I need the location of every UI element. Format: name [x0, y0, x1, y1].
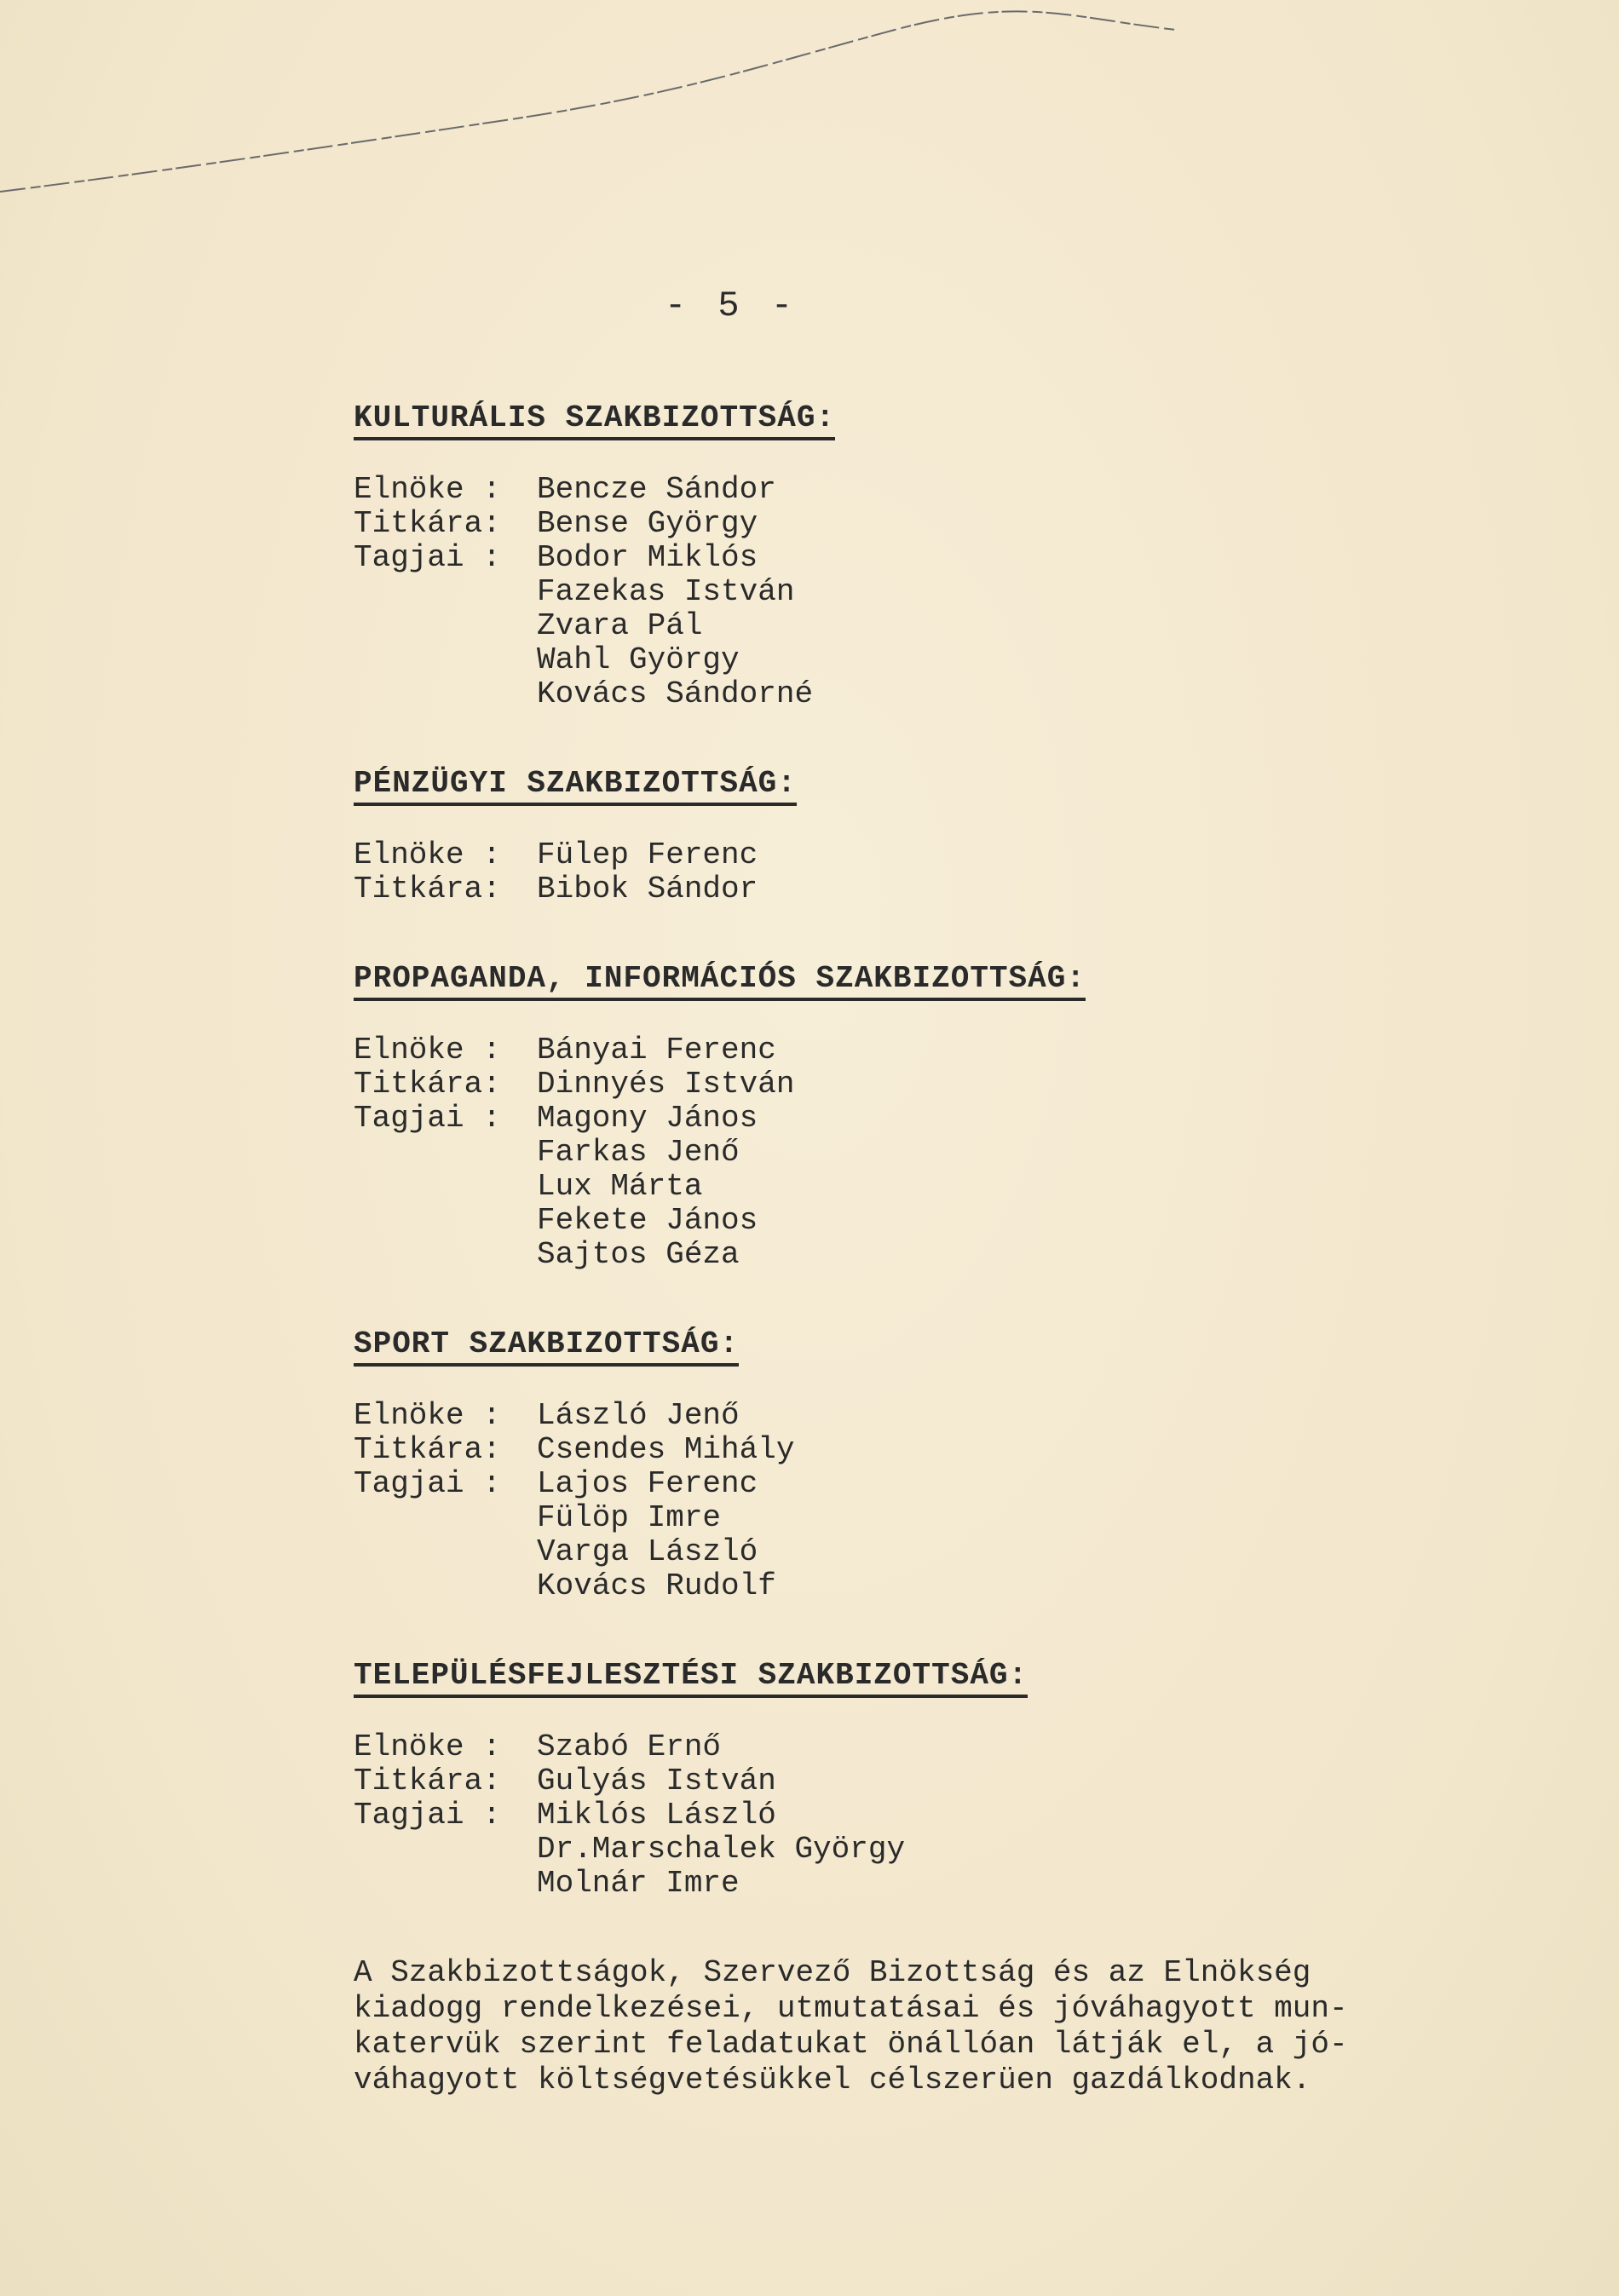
committee-section	[354, 766, 1478, 906]
committee-role-row	[354, 1399, 1478, 1433]
member-names	[537, 1467, 776, 1603]
member-name: Bányai Ferenc	[537, 1033, 776, 1067]
committee-role-row	[354, 507, 1478, 541]
member-name: Wahl György	[537, 642, 740, 677]
member-name: Magony János	[537, 1101, 758, 1136]
member-name: Csendes Mihály	[537, 1432, 795, 1467]
committee-role-row	[354, 1433, 1478, 1467]
member-name: Zvara Pál	[537, 608, 703, 643]
page-number: - 5 -	[665, 285, 798, 326]
committee-role-row	[354, 1033, 1478, 1067]
member-name: Gulyás István	[537, 1764, 776, 1798]
committee-section	[354, 400, 1478, 711]
committee-heading: KULTURÁLIS SZAKBIZOTTSÁG:	[354, 400, 835, 440]
committee-section	[354, 961, 1478, 1272]
committee-heading: SPORT SZAKBIZOTTSÁG:	[354, 1326, 739, 1367]
committee-role-row	[354, 1764, 1478, 1798]
committee-role-row	[354, 1067, 1478, 1102]
role-label: Tagjai :	[354, 1798, 501, 1833]
member-name: Lajos Ferenc	[537, 1466, 758, 1501]
member-name: Farkas Jenő	[537, 1135, 740, 1170]
member-name: Dinnyés István	[537, 1067, 795, 1102]
committee-role-row	[354, 541, 1478, 711]
role-label: Titkára:	[354, 1432, 501, 1467]
member-names	[537, 1033, 776, 1067]
member-names	[537, 1764, 776, 1798]
member-name: Szabó Ernő	[537, 1729, 722, 1764]
role-label: Titkára:	[354, 1067, 501, 1102]
role-label: Elnöke :	[354, 472, 501, 507]
paragraph-line: kiadogg rendelkezései, utmutatásai és jóváhagyott mun-	[354, 1991, 1348, 2026]
member-name: Bense György	[537, 506, 758, 541]
member-names	[537, 1798, 905, 1901]
member-name: Molnár Imre	[537, 1866, 740, 1901]
member-names	[537, 1102, 758, 1272]
member-names	[537, 872, 758, 906]
member-names	[537, 541, 813, 711]
member-name: Fazekas István	[537, 574, 795, 609]
member-names	[537, 838, 758, 872]
committee-heading: PÉNZÜGYI SZAKBIZOTTSÁG:	[354, 766, 797, 806]
committee-list	[354, 400, 1478, 2098]
role-label: Tagjai :	[354, 1466, 501, 1501]
member-names	[537, 1067, 794, 1102]
committee-role-row	[354, 1467, 1478, 1603]
paragraph-line: váhagyott költségvetésükkel célszerüen gazdálkodnak.	[354, 2063, 1311, 2097]
role-label: Elnöke :	[354, 1033, 501, 1067]
committee-heading: TELEPÜLÉSFEJLESZTÉSI SZAKBIZOTTSÁG:	[354, 1658, 1028, 1698]
member-name: Fülöp Imre	[537, 1500, 722, 1535]
committee-role-row	[354, 473, 1478, 507]
role-label: Titkára:	[354, 1764, 501, 1798]
committee-role-row	[354, 838, 1478, 872]
paragraph-line: A Szakbizottságok, Szervező Bizottság és az Elnökség	[354, 1955, 1311, 1990]
role-label: Tagjai :	[354, 540, 501, 575]
role-label: Elnöke :	[354, 1729, 501, 1764]
closing-paragraph	[354, 1955, 1453, 2098]
member-name: Lux Márta	[537, 1169, 703, 1204]
committee-role-row	[354, 1798, 1478, 1901]
role-label: Titkára:	[354, 506, 501, 541]
committee-role-row	[354, 1730, 1478, 1764]
member-name: Fülep Ferenc	[537, 837, 758, 872]
member-names	[537, 1399, 740, 1433]
member-name: Fekete János	[537, 1203, 758, 1238]
member-names	[537, 1730, 721, 1764]
role-label: Elnöke :	[354, 1398, 501, 1433]
committee-role-row	[354, 1102, 1478, 1272]
member-names	[537, 1433, 794, 1467]
role-label: Titkára:	[354, 872, 501, 906]
role-label: Tagjai :	[354, 1101, 501, 1136]
role-label: Elnöke :	[354, 837, 501, 872]
paragraph-line: katervük szerint feladatukat önállóan látják el, a jó-	[354, 2027, 1348, 2062]
member-name: Bodor Miklós	[537, 540, 758, 575]
pen-stroke-decoration	[0, 0, 1619, 256]
committee-heading: PROPAGANDA, INFORMÁCIÓS SZAKBIZOTTSÁG:	[354, 961, 1086, 1001]
committee-role-row	[354, 872, 1478, 906]
member-name: Bencze Sándor	[537, 472, 776, 507]
member-name: Dr.Marschalek György	[537, 1832, 906, 1867]
member-names	[537, 473, 776, 507]
committee-section	[354, 1326, 1478, 1603]
member-name: Kovács Sándorné	[537, 676, 814, 711]
member-names	[537, 507, 758, 541]
member-name: Miklós László	[537, 1798, 776, 1833]
member-name: Sajtos Géza	[537, 1237, 740, 1272]
member-name: László Jenő	[537, 1398, 740, 1433]
member-name: Bibok Sándor	[537, 872, 758, 906]
member-name: Kovács Rudolf	[537, 1568, 776, 1603]
member-name: Varga László	[537, 1534, 758, 1569]
committee-section	[354, 1658, 1478, 1901]
